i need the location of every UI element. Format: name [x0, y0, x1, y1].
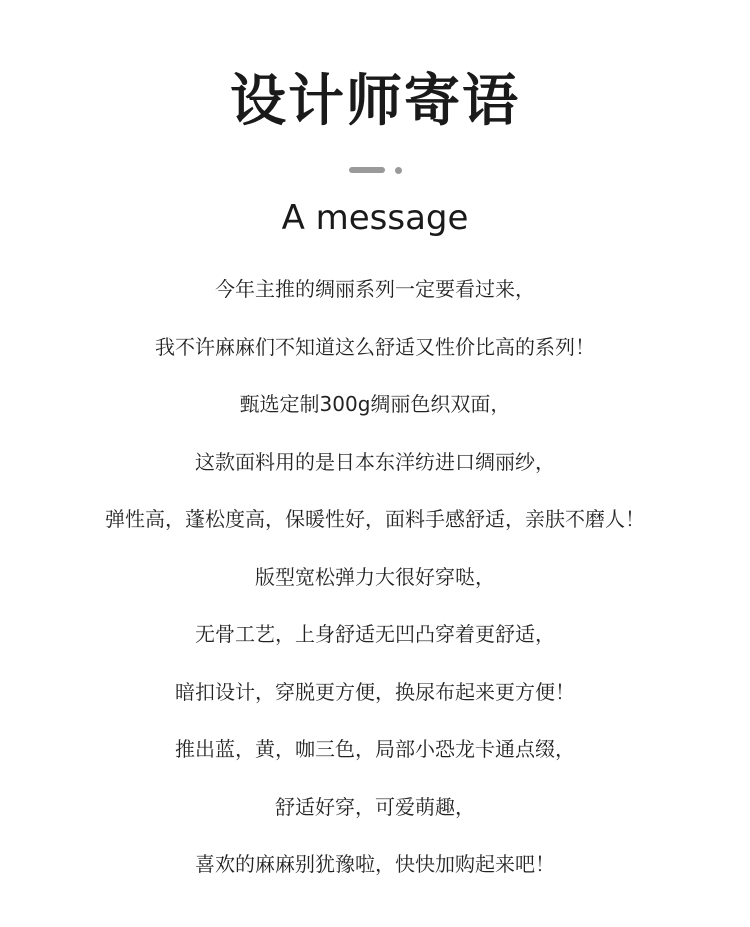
message-line: 弹性高，蓬松度高，保暖性好，面料手感舒适，亲肤不磨人！ — [105, 507, 645, 531]
message-line: 这款面料用的是日本东洋纺进口绸丽纱， — [195, 449, 555, 474]
page-subtitle: A message — [281, 198, 469, 238]
message-line: 暗扣设计，穿脱更方便，换尿布起来更方便！ — [175, 679, 575, 704]
message-line: 我不许麻麻们不知道这么舒适又性价比高的系列！ — [155, 334, 595, 359]
title-divider — [0, 166, 750, 174]
page-title: 设计师寄语 — [230, 69, 520, 134]
message-line: 今年主推的绸丽系列一定要看过来， — [215, 277, 535, 301]
divider-dot — [395, 167, 402, 174]
message-line: 喜欢的麻麻别犹豫啦，快快加购起来吧！ — [195, 852, 555, 876]
message-line: 甄选定制300g绸丽色织双面， — [239, 392, 511, 416]
message-line: 舒适好穿，可爱萌趣， — [275, 794, 475, 819]
message-lines — [0, 270, 750, 903]
divider-bar — [349, 167, 385, 173]
message-line: 无骨工艺，上身舒适无凹凸穿着更舒适， — [195, 622, 555, 646]
message-line: 版型宽松弹力大很好穿哒， — [255, 564, 495, 589]
message-line: 推出蓝，黄，咖三色，局部小恐龙卡通点缀， — [175, 737, 575, 761]
